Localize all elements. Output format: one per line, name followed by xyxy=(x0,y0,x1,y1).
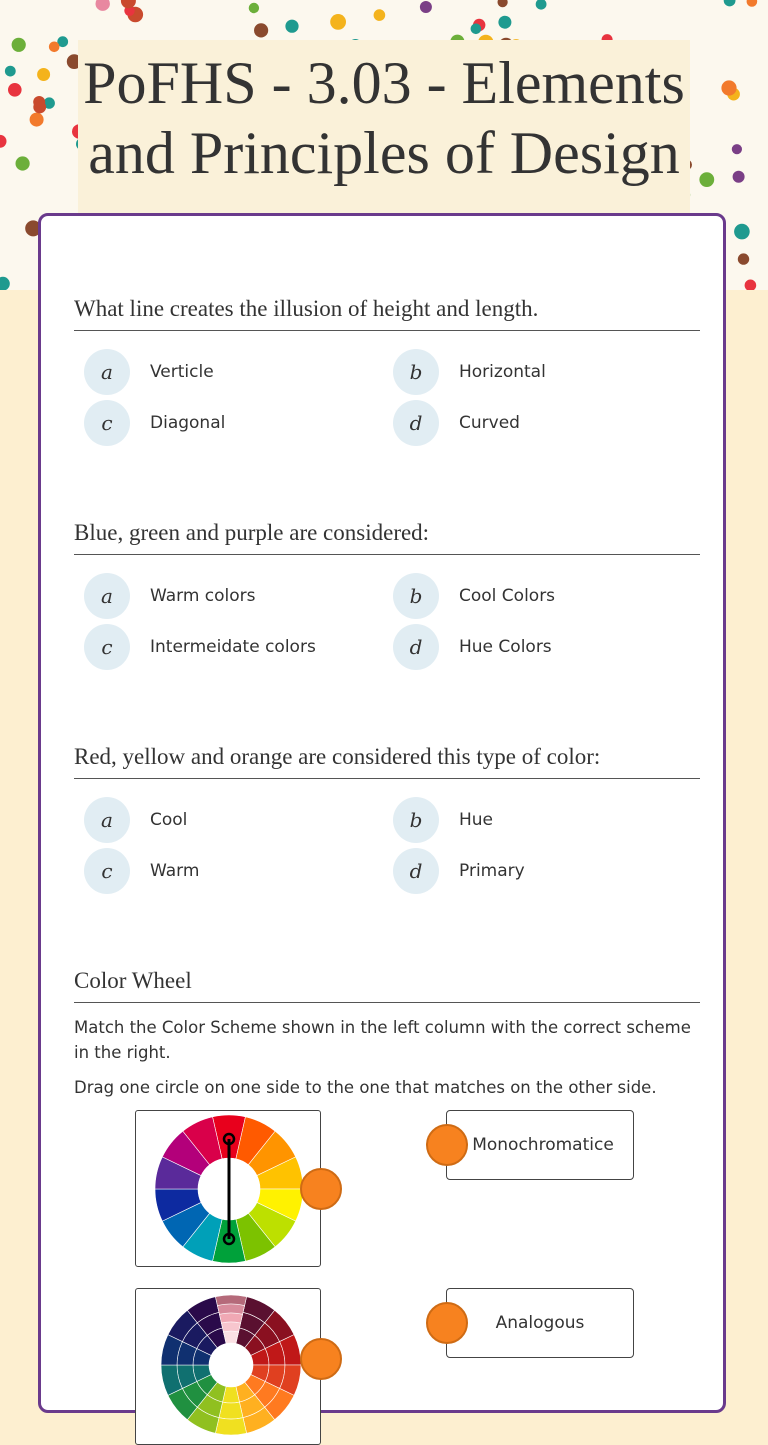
decor-dot xyxy=(37,68,50,81)
option-letter: b xyxy=(393,797,439,843)
option-letter: b xyxy=(393,349,439,395)
question-text: Blue, green and purple are considered: xyxy=(74,520,700,555)
answer-label: Monochromatice xyxy=(472,1135,614,1155)
decor-dot xyxy=(498,16,511,29)
decor-dot xyxy=(724,0,736,6)
option-letter: d xyxy=(393,848,439,894)
decor-dot xyxy=(738,253,749,264)
decor-dot xyxy=(254,23,268,37)
drag-handle-right-2[interactable] xyxy=(426,1302,468,1344)
option-c[interactable] xyxy=(84,848,199,894)
option-label: Hue Colors xyxy=(459,637,552,657)
answer-box-monochromatic[interactable] xyxy=(446,1110,634,1180)
question-text: Red, yellow and orange are considered this type of color: xyxy=(74,744,700,779)
decor-dot xyxy=(498,0,508,7)
option-label: Horizontal xyxy=(459,362,546,382)
option-d[interactable] xyxy=(393,848,525,894)
option-a[interactable] xyxy=(84,573,256,619)
wheel-center xyxy=(209,1343,253,1387)
instruction-text: Drag one circle on one side to the one that matches on the other side. xyxy=(74,1078,657,1097)
option-letter: a xyxy=(84,349,130,395)
wheel-segment xyxy=(219,1402,243,1419)
option-letter: d xyxy=(393,400,439,446)
wheel-segment xyxy=(223,1331,238,1344)
option-c[interactable] xyxy=(84,624,316,670)
decor-dot xyxy=(745,280,757,291)
drag-handle-left-2[interactable] xyxy=(300,1338,342,1380)
option-b[interactable] xyxy=(393,349,546,395)
option-label: Cool xyxy=(150,810,188,830)
option-d[interactable] xyxy=(393,624,552,670)
question-3 xyxy=(74,744,700,883)
decor-dot xyxy=(420,1,432,13)
answer-label: Analogous xyxy=(495,1313,585,1333)
decor-dot xyxy=(733,171,745,183)
decor-dot xyxy=(699,172,714,187)
option-letter: c xyxy=(84,848,130,894)
decor-dot xyxy=(0,277,10,290)
option-a[interactable] xyxy=(84,349,214,395)
option-label: Diagonal xyxy=(150,413,226,433)
question-2 xyxy=(74,520,700,659)
page-title: PoFHS - 3.03 - Elements and Principles of Design xyxy=(83,50,685,186)
decor-dot xyxy=(734,224,750,240)
color-wheel-monochromatic xyxy=(136,1289,321,1445)
decor-dot xyxy=(374,9,386,21)
decor-dot xyxy=(96,0,110,11)
wheel-segment xyxy=(215,1418,246,1435)
complementary-wheel-image xyxy=(135,1110,321,1267)
question-text: What line creates the illusion of height and length. xyxy=(74,296,700,331)
decor-dot xyxy=(471,24,482,35)
section-title: Color Wheel xyxy=(74,968,700,1003)
answer-box-analogous[interactable] xyxy=(446,1288,634,1358)
decor-dot xyxy=(536,0,547,10)
option-label: Primary xyxy=(459,861,525,881)
decor-dot xyxy=(49,42,60,53)
decor-dot xyxy=(30,113,44,127)
option-letter: b xyxy=(393,573,439,619)
option-label: Verticle xyxy=(150,362,214,382)
option-b[interactable] xyxy=(393,797,493,843)
option-label: Curved xyxy=(459,413,520,433)
drag-handle-right-1[interactable] xyxy=(426,1124,468,1166)
option-label: Cool Colors xyxy=(459,586,556,606)
color-wheel-complementary xyxy=(136,1111,321,1267)
option-letter: a xyxy=(84,573,130,619)
decor-dot xyxy=(721,80,736,95)
decor-dot xyxy=(33,96,45,108)
decor-dot xyxy=(5,66,16,77)
decor-dot xyxy=(330,14,346,30)
decor-dot xyxy=(8,83,22,97)
instruction-text: Match the Color Scheme shown in the left column with the correct scheme in the right. xyxy=(74,1018,691,1062)
option-letter: c xyxy=(84,400,130,446)
decor-dot xyxy=(0,135,7,148)
drag-handle-left-1[interactable] xyxy=(300,1168,342,1210)
decor-dot xyxy=(285,20,298,33)
worksheet-card xyxy=(38,213,726,1413)
option-d[interactable] xyxy=(393,400,520,446)
decor-dot xyxy=(16,156,30,170)
question-1 xyxy=(74,296,700,435)
option-label: Hue xyxy=(459,810,494,830)
option-letter: a xyxy=(84,797,130,843)
color-wheel-section xyxy=(74,968,700,1100)
title-banner xyxy=(78,40,690,215)
option-label: Warm xyxy=(150,861,200,881)
decor-dot xyxy=(732,144,742,154)
monochromatic-wheel-image xyxy=(135,1288,321,1445)
option-letter: d xyxy=(393,624,439,670)
option-a[interactable] xyxy=(84,797,187,843)
option-letter: c xyxy=(84,624,130,670)
decor-dot xyxy=(249,3,259,13)
option-label: Intermeidate colors xyxy=(150,637,316,657)
option-label: Warm colors xyxy=(150,586,256,606)
decor-dot xyxy=(747,0,758,7)
option-c[interactable] xyxy=(84,400,225,446)
option-b[interactable] xyxy=(393,573,555,619)
decor-dot xyxy=(12,38,26,52)
